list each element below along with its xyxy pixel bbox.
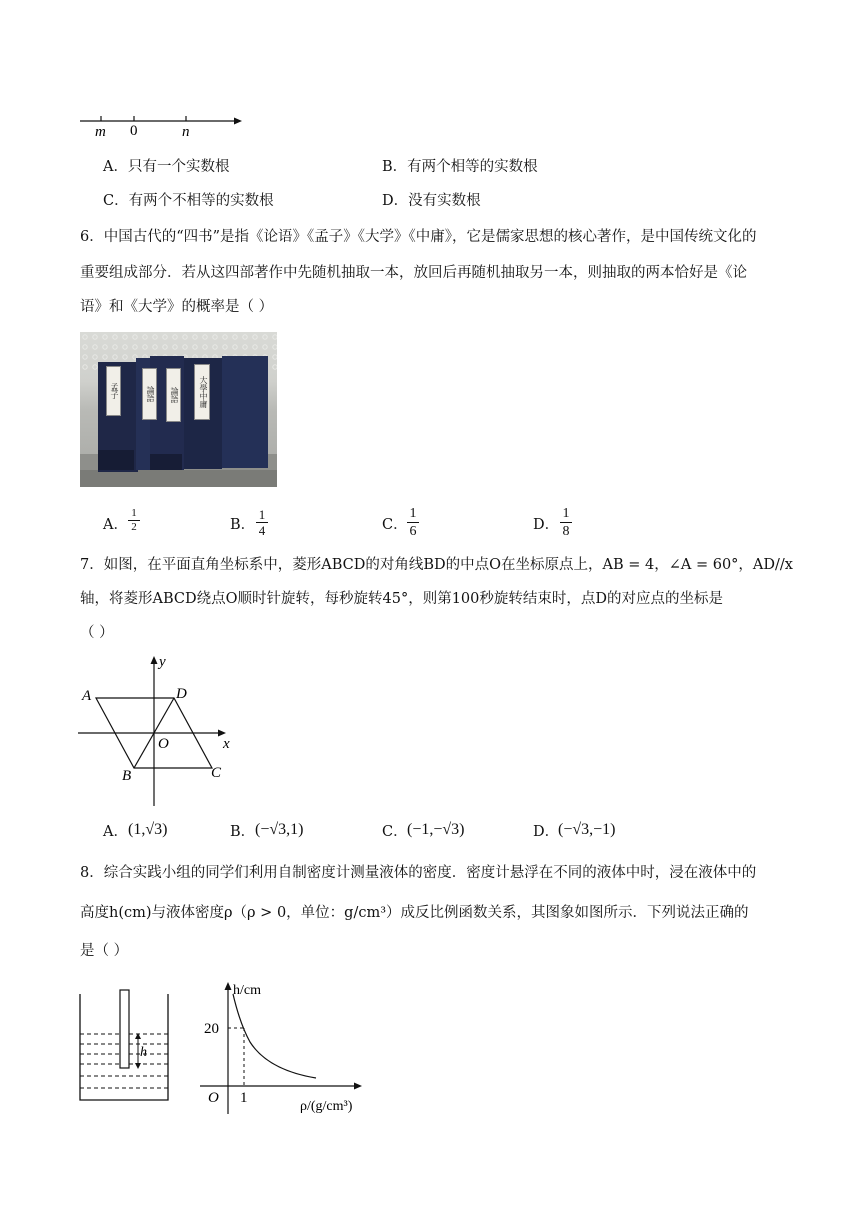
q7-option-b-value: (−√3,1) xyxy=(255,821,304,838)
book-label-1: 孟子 xyxy=(106,366,121,416)
q7-line-2: 轴，将菱形ABCD绕点O顺时针旋转，每秒旋转45°，则第100秒旋转结束时，点D的对应点的坐标是 xyxy=(80,591,724,607)
q6-option-b-fraction: $\frac{1}{4}$ xyxy=(256,508,268,537)
q6-line-2: 重要组成部分．若从这四部著作中先随机抽取一本，放回后再随机抽取另一本，则抽取的两本恰好是《论 xyxy=(80,265,747,281)
q6-option-c-fraction: $\frac{1}{6}$ xyxy=(407,506,419,539)
q7-option-a-label: A． xyxy=(103,824,128,840)
q7-option-a-value: (1,√3) xyxy=(128,821,168,838)
q7-line-1: 7．如图，在平面直角坐标系中，菱形ABCD的对角线BD的中点O在坐标原点上，AB = 4，∠A = 60°，AD//x xyxy=(80,557,793,573)
q7-option-d-label: D． xyxy=(533,824,560,840)
label-O: O xyxy=(158,736,169,752)
q8-line-2: 高度h(cm)与液体密度ρ（ρ > 0，单位：g/cm³）成反比例函数关系，其图象如图所示．下列说法正确的 xyxy=(80,905,749,921)
q7-option-b-label: B． xyxy=(230,824,256,840)
q8-line-3: 是（ ） xyxy=(80,943,129,959)
q7-option-c-label: C． xyxy=(382,824,408,840)
graph-x1: 1 xyxy=(240,1090,248,1106)
graph-ylabel: h/cm xyxy=(233,983,261,998)
label-m: m xyxy=(95,124,106,140)
label-x: x xyxy=(223,736,230,752)
q6-line-3: 语》和《大学》的概率是（ ） xyxy=(80,299,274,315)
label-y: y xyxy=(159,654,166,670)
inverse-function-graph xyxy=(196,980,372,1118)
label-B: B xyxy=(122,768,132,784)
q7-option-d-value: (−√3,−1) xyxy=(558,821,616,838)
q5-option-d: D．没有实数根 xyxy=(382,193,481,209)
book-label-3: 論語 xyxy=(166,368,181,422)
book-label-2: 論語 xyxy=(142,368,157,420)
graph-origin: O xyxy=(208,1090,219,1106)
label-n: n xyxy=(182,124,190,140)
book-label-4: 大學中庸 xyxy=(194,364,210,420)
q6-option-a-label: A． xyxy=(103,517,128,533)
label-A: A xyxy=(82,688,92,704)
books-photo xyxy=(80,332,277,487)
graph-xlabel: ρ/(g/cm³) xyxy=(300,1099,353,1114)
q5-option-a: A．只有一个实数根 xyxy=(103,159,230,175)
label-zero: 0 xyxy=(130,123,138,139)
q6-line-1: 6．中国古代的“四书”是指《论语》《孟子》《大学》《中庸》，它是儒家思想的核心著作，是中国传统文化的 xyxy=(80,229,757,245)
q5-option-c: C．有两个不相等的实数根 xyxy=(103,193,274,209)
q6-option-a-fraction: $\frac{1}{2}$ xyxy=(128,508,140,533)
graph-y20: 20 xyxy=(204,1021,219,1037)
q6-option-d-label: D． xyxy=(533,517,560,533)
label-h: h xyxy=(140,1045,147,1060)
label-C: C xyxy=(211,765,222,781)
q6-option-d-fraction: $\frac{1}{8}$ xyxy=(560,506,572,539)
q6-option-b-label: B． xyxy=(230,517,256,533)
q6-option-c-label: C． xyxy=(382,517,408,533)
beaker-figure xyxy=(76,988,174,1104)
rhombus-figure xyxy=(74,650,244,812)
number-line xyxy=(76,108,246,140)
q7-line-3: （ ） xyxy=(80,625,114,641)
q8-line-1: 8．综合实践小组的同学们利用自制密度计测量液体的密度．密度计悬浮在不同的液体中时，浸在液体中的 xyxy=(80,865,757,881)
q5-option-b: B．有两个相等的实数根 xyxy=(382,159,538,175)
label-D: D xyxy=(176,686,187,702)
q7-option-c-value: (−1,−√3) xyxy=(407,821,465,838)
